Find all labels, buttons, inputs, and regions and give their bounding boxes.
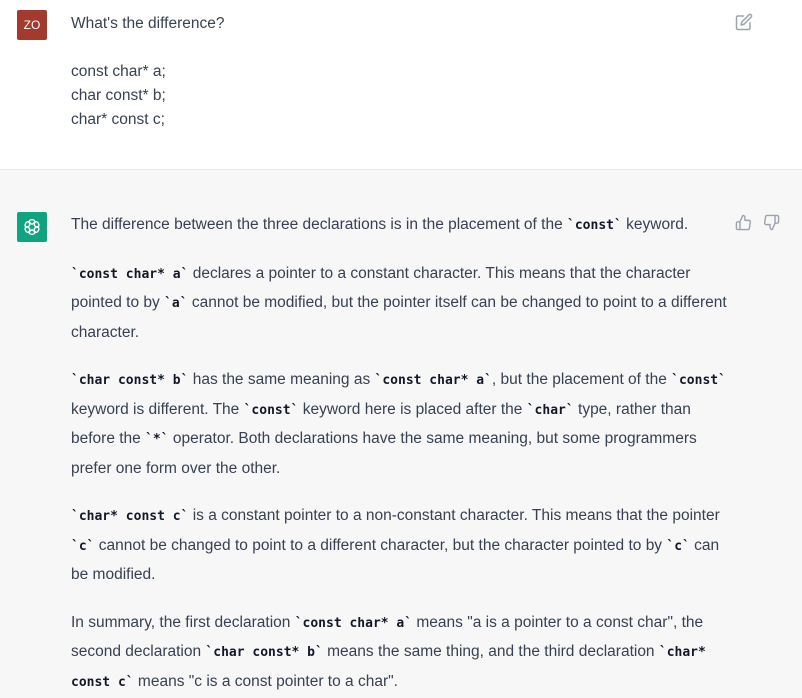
answer-text: declares a pointer to a constant character. This means that the character pointed to by [71, 264, 691, 311]
inline-code: `c` [666, 538, 690, 554]
answer-paragraph [71, 211, 731, 241]
assistant-answer [71, 211, 731, 698]
answer-text: cannot be changed to point to a different character, but the character pointed to by [94, 536, 667, 554]
inline-code: `const` [567, 218, 622, 233]
inline-code: `c` [71, 538, 95, 554]
assistant-message [0, 170, 802, 698]
user-question: What's the difference? [71, 15, 225, 32]
inline-code: `char` [526, 402, 574, 418]
answer-text: means the same thing, and the third declaration [322, 643, 659, 660]
answer-text: means "c is a const pointer to a char". [133, 672, 398, 690]
answer-paragraph [71, 366, 731, 483]
inline-code: `char const* b` [205, 645, 323, 660]
inline-code: `*` [145, 432, 169, 447]
answer-text: type, rather than before the [71, 400, 691, 447]
inline-code: `const` [671, 373, 726, 388]
code-line: const char* a; [71, 63, 166, 80]
answer-text: cannot be modified, but the pointer itself can be changed to point to a different character. [71, 294, 727, 341]
inline-code: `const char* a` [294, 615, 413, 631]
answer-paragraph [71, 609, 731, 698]
thumbs-down-icon[interactable] [763, 214, 780, 231]
inline-code: `char* const c` [71, 645, 706, 690]
answer-text: In summary, the first declaration [71, 613, 295, 631]
answer-text: can be modified. [71, 536, 720, 583]
inline-code: `char const* b` [71, 373, 189, 388]
answer-text: operator. Both declarations have the same meaning, but some programmers prefer one form over the other. [71, 430, 697, 477]
thumbs-up-icon[interactable] [735, 214, 752, 231]
inline-code: `const char* a` [374, 373, 492, 388]
answer-text: is a constant pointer to a non-constant character. This means that the pointer [188, 507, 720, 524]
user-message [0, 0, 802, 170]
inline-code: `const` [243, 402, 299, 418]
answer-text: The difference between the three declarations is in the placement of the [71, 216, 568, 233]
answer-paragraph [71, 502, 731, 590]
answer-text: means "a is a pointer to a const char", the second declaration [71, 613, 704, 660]
inline-code: `const char* a` [71, 266, 189, 282]
inline-code: `char* const c` [71, 509, 189, 524]
user-avatar: ZO [17, 10, 47, 40]
openai-logo-icon [17, 212, 47, 242]
code-line: char const* b; [71, 87, 166, 104]
answer-paragraph [71, 260, 731, 348]
answer-text: , but the placement of the [491, 371, 672, 388]
code-line: char* const c; [71, 111, 165, 128]
user-message-text [71, 12, 224, 132]
answer-text: has the same meaning as [188, 371, 375, 388]
inline-code: `a` [164, 296, 188, 311]
answer-text: keyword. [621, 216, 689, 233]
answer-text: keyword is different. The [71, 400, 244, 418]
answer-text: keyword here is placed after the [298, 400, 527, 418]
edit-icon[interactable] [735, 13, 753, 31]
